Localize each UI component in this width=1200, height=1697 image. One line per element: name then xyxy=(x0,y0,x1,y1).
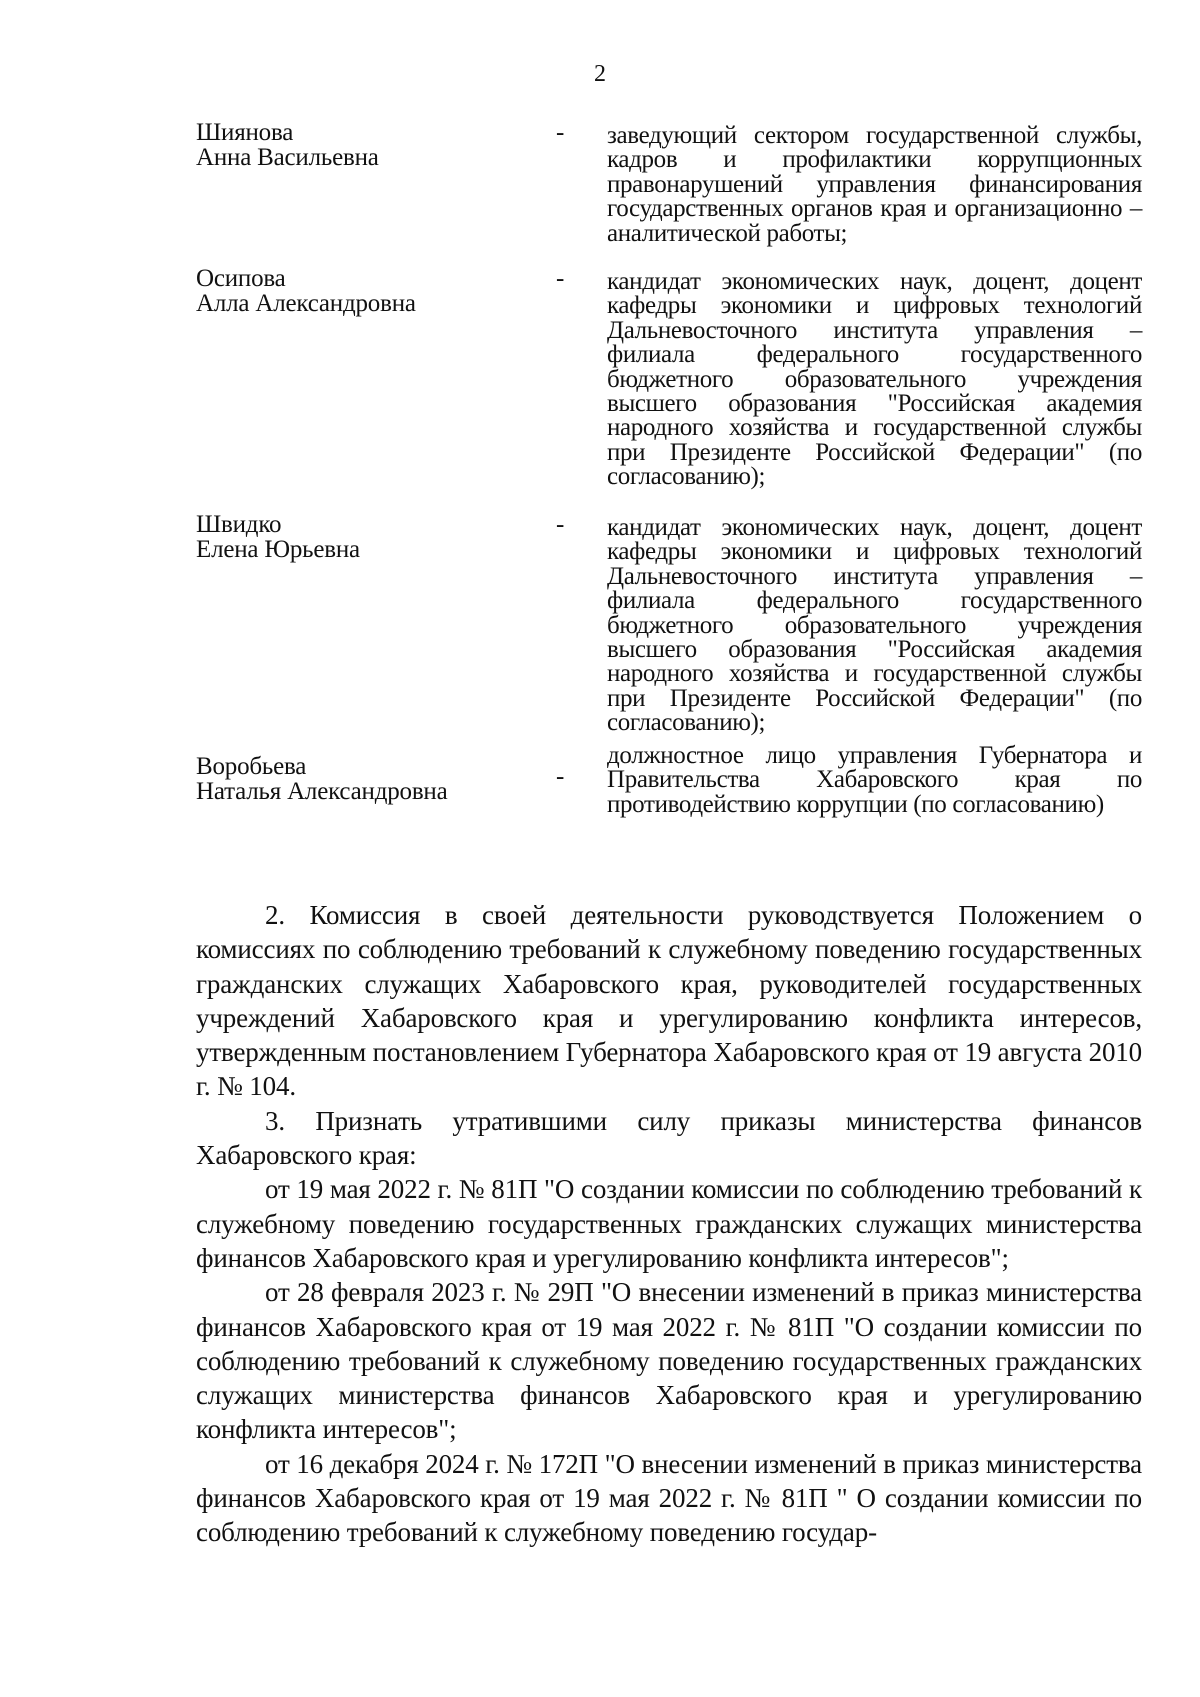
member-name xyxy=(196,512,536,562)
member-given-names: Алла Александровна xyxy=(196,290,416,317)
member-surname: Осипова xyxy=(196,265,286,292)
member-dash: - xyxy=(556,763,565,790)
paragraph: от 16 декабря 2024 г. № 172П "О внесении изменений в приказ министерства финансов Хабаровского края от 19 мая 2022 г. № 81П " О создании комиссии по соблюдению требований к служебному поведению государ- xyxy=(196,1448,1142,1548)
member-surname: Шиянова xyxy=(196,119,294,146)
member-name xyxy=(196,120,536,170)
member-role: должностное лицо управления Губернатора и Правительства Хабаровского края по противодействию коррупции (по согласованию) xyxy=(607,742,1142,818)
member-name xyxy=(196,266,536,316)
body-text xyxy=(196,898,1142,1550)
member-dash: - xyxy=(556,119,565,146)
member-dash: - xyxy=(556,265,565,292)
member-name xyxy=(196,754,536,804)
member-dash: - xyxy=(556,511,565,538)
member-role: заведующий сектором государственной службы, кадров и профилактики коррупционных правонарушений управления финансирования государственных органов края и организационно – аналитической работы; xyxy=(607,122,1142,247)
member-surname: Воробьева xyxy=(196,753,307,780)
member-surname: Швидко xyxy=(196,511,282,538)
paragraph: от 28 февраля 2023 г. № 29П "О внесении изменений в приказ министерства финансов Хабаровского края от 19 мая 2022 г. № 81П "О создании комиссии по соблюдению требований к служебному поведению государственных гражданских служащих министерства финансов Хабаровского края и урегулированию конфликта интересов"; xyxy=(196,1277,1142,1445)
paragraph: 3. Признать утратившими силу приказы министерства финансов Хабаровского края: xyxy=(196,1105,1142,1171)
member-given-names: Елена Юрьевна xyxy=(196,536,360,563)
paragraph: 2. Комиссия в своей деятельности руководствуется Положением о комиссиях по соблюдению требований к служебному поведению государственных гражданских служащих Хабаровского края, руководителей государственных учреждений Хабаровского края и урегулированию конфликта интересов, утвержденным постановлением Губернатора Хабаровского края от 19 августа 2010 г. № 104. xyxy=(196,900,1143,1102)
member-role: кандидат экономических наук, доцент, доцент кафедры экономики и цифровых технологий Дальневосточного института управления – филиала федерального государственного бюджетного образовательного учреждения высшего образования "Российская академия народного хозяйства и государственной службы при Президенте Российской Федерации" (по согласованию); xyxy=(607,268,1142,491)
member-given-names: Анна Васильевна xyxy=(196,144,379,171)
member-given-names: Наталья Александровна xyxy=(196,778,448,805)
member-role: кандидат экономических наук, доцент, доцент кафедры экономики и цифровых технологий Дальневосточного института управления – филиала федерального государственного бюджетного образовательного учреждения высшего образования "Российская академия народного хозяйства и государственной службы при Президенте Российской Федерации" (по согласованию); xyxy=(607,514,1142,737)
paragraph: от 19 мая 2022 г. № 81П "О создании комиссии по соблюдению требований к служебному поведению государственных гражданских служащих министерства финансов Хабаровского края и урегулированию конфликта интересов"; xyxy=(196,1174,1142,1273)
page-number: 2 xyxy=(594,61,606,87)
